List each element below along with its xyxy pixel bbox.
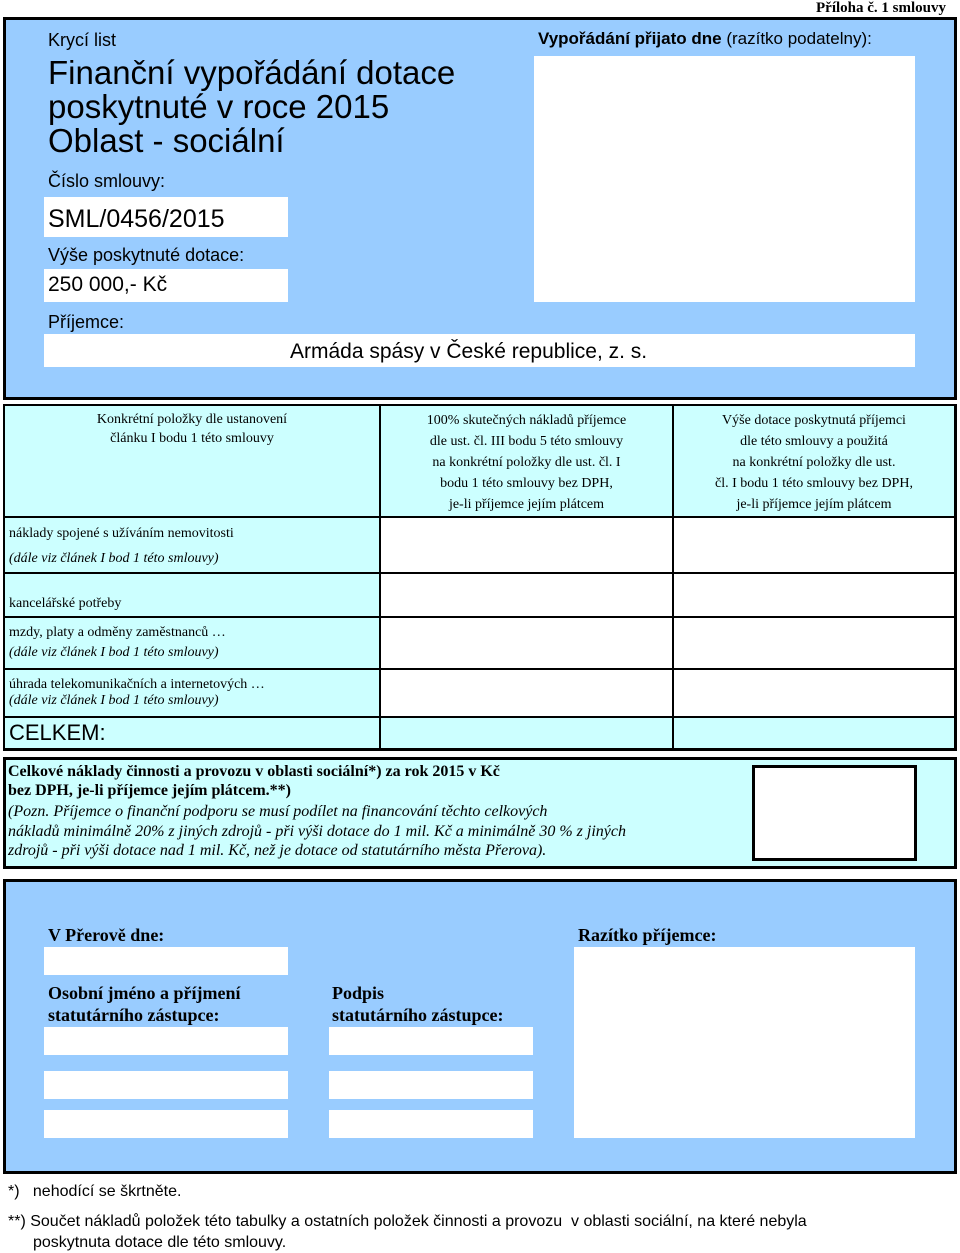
col1-header-line2: článku I bodu 1 této smlouvy bbox=[110, 431, 274, 446]
recipient-field[interactable] bbox=[44, 334, 915, 367]
date-field[interactable] bbox=[44, 947, 288, 975]
title-line-3: Oblast - sociální bbox=[48, 122, 285, 159]
signature-field-2[interactable] bbox=[329, 1071, 533, 1099]
total-actual-cost[interactable] bbox=[380, 717, 673, 749]
col2-header-line-5: je-li příjemce jejím plátcem bbox=[448, 497, 605, 512]
table-row-4-label bbox=[4, 669, 380, 717]
sign-label-line2: statutárního zástupce: bbox=[332, 1005, 504, 1025]
stamp-label: Razítko příjemce: bbox=[578, 925, 717, 945]
costs-line-1: Celkové náklady činnosti a provozu v oblasti sociální*) za rok 2015 v Kč bbox=[8, 763, 500, 780]
col3-header bbox=[673, 405, 955, 517]
costs-line-2: bez DPH, je-li příjemce jejím plátcem.**) bbox=[8, 782, 291, 799]
col2-header bbox=[380, 405, 673, 517]
row1-actual-cost[interactable] bbox=[380, 517, 673, 573]
col1-header bbox=[4, 405, 380, 517]
col1-header-line1: Konkrétní položky dle ustanovení bbox=[96, 412, 288, 427]
row1-note: (dále viz článek I bod 1 této smlouvy) bbox=[9, 551, 219, 566]
row2-grant-used[interactable] bbox=[673, 573, 955, 617]
contract-value: SML/0456/2015 bbox=[48, 205, 225, 233]
sign-label-line1: Podpis bbox=[332, 983, 385, 1003]
recipient-stamp-field[interactable] bbox=[574, 947, 915, 1138]
row2-main: kancelářské potřeby bbox=[9, 596, 122, 611]
row2-actual-cost[interactable] bbox=[380, 573, 673, 617]
costs-note-1: (Pozn. Příjemce o finanční podporu se musí podílet na financování těchto celkových bbox=[8, 803, 548, 820]
name-field-1[interactable] bbox=[44, 1027, 288, 1055]
sign-label bbox=[332, 982, 504, 1026]
row4-actual-cost[interactable] bbox=[380, 669, 673, 717]
title-line-2: poskytnuté v roce 2015 bbox=[48, 88, 390, 125]
col2-header-line-1: 100% skutečných nákladů příjemce bbox=[426, 413, 627, 428]
footnote-2-line1: **) Součet nákladů položek této tabulky a ostatních položek činnosti a provozu v oblasti sociální, na které nebyla bbox=[8, 1213, 807, 1230]
col2-header-line-2: dle ust. čl. III bodu 5 této smlouvy bbox=[429, 434, 624, 449]
footnote-2-line2: poskytnuta dotace dle této smlouvy. bbox=[33, 1234, 287, 1251]
row4-note: (dále viz článek I bod 1 této smlouvy) bbox=[9, 693, 219, 708]
amount-field[interactable] bbox=[44, 269, 288, 302]
col2-header-line-4: bodu 1 této smlouvy bez DPH, bbox=[440, 476, 613, 491]
row4-main: úhrada telekomunikačních a internetových … bbox=[9, 677, 265, 692]
costs-note-2: nákladů minimálně 20% z jiných zdrojů - při výši dotace do 1 mil. Kč a minimálně 30 % z jiných bbox=[8, 823, 626, 840]
received-label-text: Vypořádání přijato dne bbox=[538, 29, 722, 48]
name-field-3[interactable] bbox=[44, 1110, 288, 1138]
total-costs-field[interactable] bbox=[752, 765, 917, 861]
table-row-3-label bbox=[4, 617, 380, 669]
received-note: (razítko podatelny): bbox=[726, 29, 872, 48]
name-label-line2: statutárního zástupce: bbox=[48, 1005, 220, 1025]
table-row-2-label bbox=[4, 573, 380, 617]
table-row-1-label bbox=[4, 517, 380, 573]
name-field-2[interactable] bbox=[44, 1071, 288, 1099]
col3-header-line-5: je-li příjemce jejím plátcem bbox=[736, 497, 892, 512]
cover-label: Krycí list bbox=[48, 30, 117, 50]
amount-label: Výše poskytnuté dotace: bbox=[48, 245, 245, 265]
row1-grant-used[interactable] bbox=[673, 517, 955, 573]
signature-field-3[interactable] bbox=[329, 1110, 533, 1138]
name-label-line1: Osobní jméno a příjmení bbox=[48, 983, 241, 1003]
col3-header-line-3: na konkrétní položky dle ust. bbox=[732, 455, 896, 470]
row3-main: mzdy, platy a odměny zaměstnanců … bbox=[9, 625, 226, 640]
contract-field[interactable] bbox=[44, 197, 288, 237]
recipient-label: Příjemce: bbox=[48, 312, 125, 332]
recipient-value: Armáda spásy v České republice, z. s. bbox=[290, 340, 648, 363]
row3-actual-cost[interactable] bbox=[380, 617, 673, 669]
signature-field-1[interactable] bbox=[329, 1027, 533, 1055]
contract-label: Číslo smlouvy: bbox=[48, 171, 166, 191]
footnote-1: *) nehodící se škrtněte. bbox=[8, 1183, 182, 1200]
amount-value: 250 000,- Kč bbox=[48, 273, 168, 296]
row3-note: (dále viz článek I bod 1 této smlouvy) bbox=[9, 645, 219, 660]
total-grant-used[interactable] bbox=[673, 717, 955, 749]
row1-main: náklady spojené s užíváním nemovitosti bbox=[9, 526, 234, 541]
total-label: CELKEM: bbox=[9, 720, 106, 745]
costs-note-3: zdrojů - při výši dotace nad 1 mil. Kč, než je dotace od statutárního města Přerova). bbox=[8, 842, 547, 859]
col3-header-line-1: Výše dotace poskytnutá příjemci bbox=[722, 413, 906, 428]
col2-header-line-3: na konkrétní položky dle ust. čl. I bbox=[432, 455, 621, 470]
col3-header-line-2: dle této smlouvy a použitá bbox=[740, 434, 888, 449]
page-title bbox=[48, 56, 455, 158]
title-line-1: Finanční vypořádání dotace bbox=[48, 54, 456, 91]
name-label bbox=[48, 982, 241, 1026]
stamp-received-box[interactable] bbox=[534, 56, 915, 302]
received-label bbox=[538, 29, 872, 49]
attachment-label: Příloha č. 1 smlouvy bbox=[816, 0, 946, 16]
row3-grant-used[interactable] bbox=[673, 617, 955, 669]
row4-grant-used[interactable] bbox=[673, 669, 955, 717]
col3-header-line-4: čl. I bodu 1 této smlouvy bez DPH, bbox=[715, 476, 913, 491]
date-label: V Přerově dne: bbox=[48, 925, 165, 945]
total-row-label bbox=[4, 717, 380, 749]
